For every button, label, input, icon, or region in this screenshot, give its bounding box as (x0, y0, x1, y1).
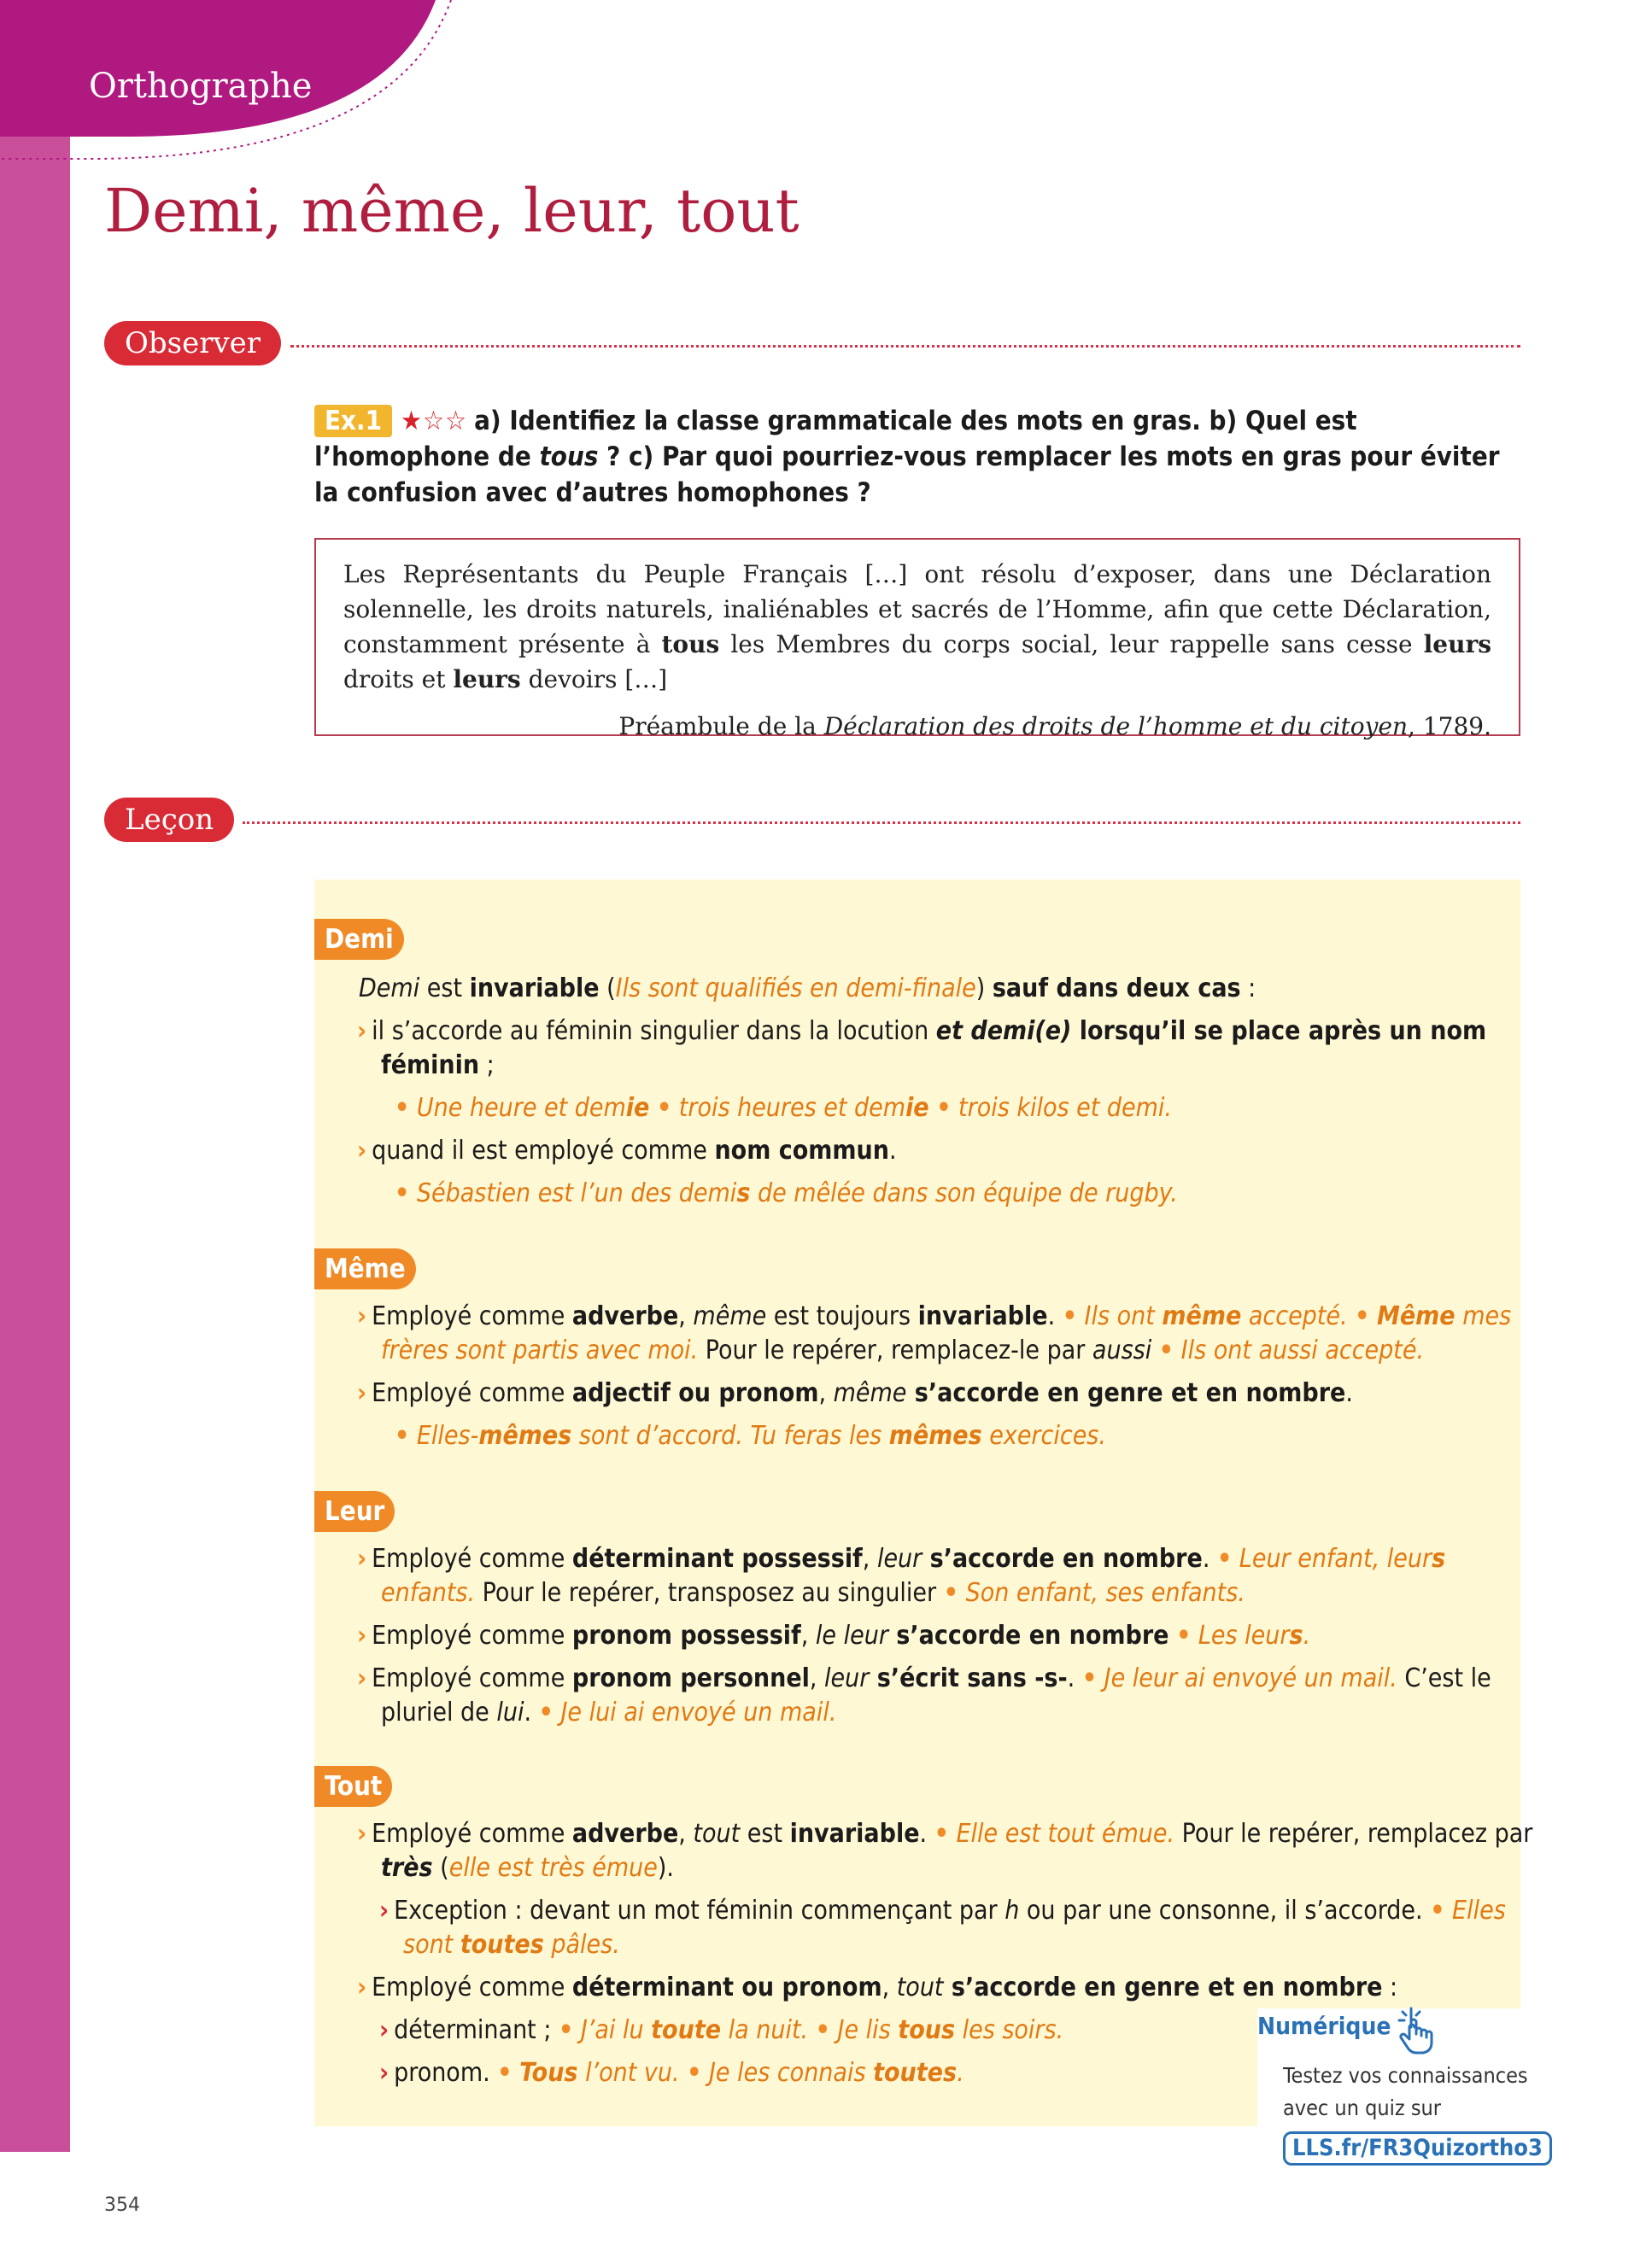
touch-hand-icon (1392, 2002, 1444, 2056)
tout-item-1: › Employé comme adverbe, tout est invariable. • Elle est tout émue. Pour le repérer, remplacez par très (elle est très émue). (357, 1819, 1533, 1883)
meme-item-2: › Employé comme adjectif ou pronom, même s’accorde en genre et en nombre. (357, 1378, 1353, 1408)
meme-example: • Elles-mêmes sont d’accord. Tu feras les mêmes exercices. (395, 1421, 1106, 1451)
section-label: Orthographe (89, 67, 313, 106)
exercise-badge[interactable]: Ex.1 (314, 405, 392, 437)
observer-label: Observer (104, 321, 281, 365)
demi-item-2: › quand il est employé comme nom commun. (357, 1136, 897, 1166)
tout-sub-1: › Exception : devant un mot féminin commençant par h ou par une consonne, il s’accorde. • Elles sont toutes pâles. (379, 1896, 1506, 1960)
quote-text: Les Représentants du Peuple Français […] ont résolu d’exposer, dans une Déclaration solennelle, les droits naturels, inaliénables et sacrés de l’Homme, afin que cette Déclaration, constamment présente à tous les Membres du corps social, leur rappelle sans cesse leurs droits et leurs devoirs […] (343, 560, 1491, 693)
magenta-sidebar (0, 0, 70, 2152)
lecon-label: Leçon (104, 798, 234, 842)
numerique-text: Testez vos connaissances avec un quiz sur (1283, 2063, 1528, 2120)
leur-item-3: › Employé comme pronom personnel, leur s’écrit sans -s-. • Je leur ai envoyé un mail. C’est le pluriel de lui. • Je lui ai envoyé un mail. (357, 1663, 1491, 1727)
tout-item-2: › Employé comme déterminant ou pronom, tout s’accorde en genre et en nombre : (357, 1973, 1398, 2002)
demi-example-2: • Sébastien est l’un des demis de mêlée dans son équipe de rugby. (395, 1178, 1178, 1208)
tab-leur: Leur (314, 1491, 395, 1532)
tab-demi: Demi (314, 919, 404, 960)
demi-item-1: › il s’accorde au féminin singulier dans la locution et demi(e) lorsqu’il se place après un nom féminin ; (357, 1016, 1487, 1080)
exercise-1 (314, 403, 1519, 511)
difficulty-stars-icon: ★☆☆ (401, 406, 468, 436)
leur-item-2: › Employé comme pronom possessif, le leur s’accorde en nombre • Les leurs. (357, 1621, 1311, 1651)
page-number: 354 (104, 2195, 140, 2216)
tab-tout: Tout (314, 1766, 392, 1807)
quiz-link[interactable]: LLS.fr/FR3Quizortho3 (1283, 2131, 1552, 2166)
leur-item-1: › Employé comme déterminant possessif, leur s’accorde en nombre. • Leur enfant, leurs enfants. Pour le repérer, transposez au singulier • Son enfant, ses enfants. (357, 1544, 1446, 1608)
quote-box (314, 538, 1520, 740)
exercise-question-2: ? c) Par quoi pourriez-vous remplacer les mots en gras pour éviter la confusion avec d’autres homophones ? (314, 441, 1500, 508)
tout-sub-3: › pronom. • Tous l’ont vu. • Je les connais toutes. (379, 2058, 964, 2088)
lecon-divider (243, 821, 1520, 824)
numerique-title: Numérique (1257, 2012, 1391, 2040)
page-title: Demi, même, leur, tout (104, 176, 800, 246)
demi-intro: Demi est invariable (Ils sont qualifiés en demi-finale) sauf dans deux cas : (359, 973, 1256, 1003)
exercise-question-word: tous (539, 441, 599, 472)
meme-item-1: › Employé comme adverbe, même est toujours invariable. • Ils ont même accepté. • Même mes frères sont partis avec moi. Pour le repérer, remplacez-le par aussi • Ils ont aussi accepté. (357, 1301, 1512, 1365)
tout-sub-2: › déterminant ; • J’ai lu toute la nuit. • Je lis tous les soirs. (379, 2015, 1064, 2045)
tab-meme: Même (314, 1248, 416, 1289)
observer-divider (290, 345, 1520, 348)
quote-source: Préambule de la Déclaration des droits de l’homme et du citoyen, 1789. (618, 712, 1491, 740)
exercise-question-1: a) Identifiez la classe grammaticale des mots en gras. b) Quel est l’homophone de (314, 406, 1357, 472)
demi-example-1: • Une heure et demie • trois heures et demie • trois kilos et demi. (395, 1093, 1172, 1123)
